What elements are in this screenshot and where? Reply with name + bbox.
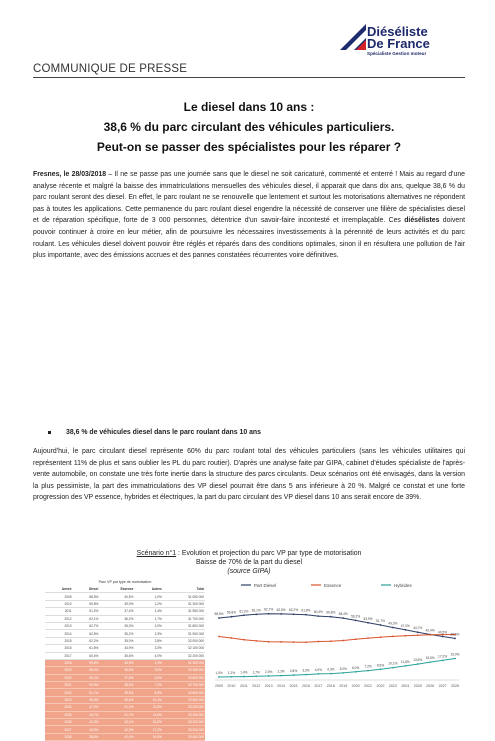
table-cell: 38,6% [73,733,100,740]
table-cell: 47,0% [73,704,100,711]
intro-text-b: doivent pouvoir continuer à croire en leur métier, afin de poursuivre les nécessaires investissements à la pérennité de leurs activités et du parc roulant. Les véhicules diesel doivent pouvoir être réglés et réparés dans des conditions optimales, sinon il en résultera une pollution de l'air plus importante, avec des émissions accrues et des pannes constatées récurrentes voire définitives. [33,217,465,260]
data-point [454,658,456,660]
table-cell: 36,6% [99,667,134,674]
table-cell: 2026 [45,719,73,726]
table-row [45,659,205,666]
data-point [392,667,394,669]
logo-flag-icon [340,24,366,50]
data-point [218,617,220,619]
x-tick-label: 2014 [277,684,286,688]
data-label: 58,5% [214,612,224,617]
table-cell: 2017 [45,652,73,659]
x-tick-label: 2012 [252,684,261,688]
data-point [280,613,282,615]
x-tick-label: 2018 [326,684,335,688]
data-point [404,635,406,637]
table-row [45,600,205,607]
figure-caption-line1 [33,549,465,558]
table-row [45,689,205,696]
intro-bold-word: diésélistes [404,217,440,225]
data-label: 1,7% [252,670,260,675]
data-point [317,615,319,617]
table-cell: 59,8% [73,659,100,666]
logo-tagline: Spécialiste Gestion moteur [367,51,427,56]
table-cell: 49,3% [73,696,100,703]
table-cell: 6,0% [134,674,162,681]
table-row [45,652,205,659]
table-cell: 2016 [45,645,73,652]
table-cell: 1,2% [134,600,162,607]
data-label: 62,5% [276,607,286,612]
table-cell: 19,0% [134,733,162,740]
table-header-cell: Essence [99,586,134,593]
data-point [417,663,419,665]
data-point [442,659,444,661]
data-label: 42,4% [425,628,435,633]
table-cell: 32 900 000 [163,696,205,703]
table-cell: 35,6% [99,652,134,659]
table-cell: 1,4% [134,608,162,615]
data-label: 10,1% [388,661,398,666]
data-label: 19,0% [450,652,460,657]
table-cell: 31 700 000 [163,615,205,622]
data-point [417,634,419,636]
table-cell: 2013 [45,622,73,629]
table-cell: 2019 [45,667,73,674]
data-point [355,619,357,621]
data-point [392,635,394,637]
data-point [255,613,257,615]
data-label: 17,2% [438,654,448,659]
data-point [330,616,332,618]
table-cell: 32 000 000 [163,637,205,644]
table-cell: 1,7% [134,615,162,622]
x-tick-label: 2015 [289,684,298,688]
table-row [45,630,205,637]
table-header-cell: Autres [134,586,162,593]
header-rule [33,77,465,78]
table-cell: 31 300 000 [163,600,205,607]
table-body [45,593,205,741]
data-label: 6,0% [351,665,360,670]
intro-paragraph [33,169,465,262]
table-cell: 31 900 000 [163,630,205,637]
data-point [367,670,369,672]
table-cell: 17,2% [134,726,162,733]
data-point [342,640,344,642]
table-row [45,674,205,681]
table-cell: 56,2% [73,674,100,681]
data-point [342,617,344,619]
data-point [231,676,233,678]
data-point [342,672,344,674]
data-point [330,673,332,675]
data-label: 40,5% [438,630,448,635]
data-label: 2,8% [289,669,298,674]
data-point [231,637,233,639]
table-cell: 58,5% [73,593,100,600]
table-row [45,704,205,711]
table-cell: 33 000 000 [163,704,205,711]
data-point [454,638,456,640]
table-cell: 2,0% [134,622,162,629]
table-cell: 58,4% [73,667,100,674]
table-cell: 39,0% [99,600,134,607]
data-label: 47,0% [400,623,410,628]
table-cell: 44,7% [73,711,100,718]
table-cell: 39,8% [99,689,134,696]
table-cell: 2028 [45,733,73,740]
table-cell: 53,9% [73,682,100,689]
x-tick-label: 2023 [388,684,397,688]
x-tick-label: 2010 [227,684,236,688]
data-point [380,668,382,670]
table-row [45,696,205,703]
x-tick-label: 2013 [264,684,273,688]
scenario-label: Scénario n°1 [136,550,177,557]
table-cell: 2010 [45,600,73,607]
brand-logo [340,22,470,64]
table-row [45,682,205,689]
table-cell: 36,2% [99,615,134,622]
table-row [45,733,205,740]
table-cell: 42,3% [99,726,134,733]
table-cell: 2012 [45,615,73,622]
data-label: 61,2% [239,609,249,614]
data-label: 5,0% [339,666,347,671]
data-label: 13,6% [413,658,423,663]
data-point [243,639,245,641]
x-tick-label: 2017 [314,684,323,688]
legend-label: Part Diesel [254,583,277,588]
table-cell: 40,6% [99,696,134,703]
data-label: 8,5% [376,663,385,668]
table-row [45,622,205,629]
table-cell: 40,5% [99,593,134,600]
table-cell: 33 200 000 [163,719,205,726]
table-cell: 62,2% [73,637,100,644]
table-cell: 42,1% [99,719,134,726]
table-cell: 61,2% [73,608,100,615]
table-cell: 2024 [45,704,73,711]
table-cell: 62,7% [73,622,100,629]
data-point [305,674,307,676]
series-line [219,635,455,643]
data-point [280,675,282,677]
title-line-2: 38,6 % du parc circulant des véhicules particuliers. [103,120,395,134]
legend-label: Essence [324,583,342,588]
data-point [305,614,307,616]
table-cell: 32 200 000 [163,652,205,659]
table-header-cell: Total [163,586,205,593]
table-cell: 41,2% [99,704,134,711]
table-cell: 35,3% [99,622,134,629]
x-tick-label: 2020 [351,684,360,688]
data-label: 38,6% [450,632,460,637]
table-cell: 2,8% [134,637,162,644]
dateline: Fresnes, le 28/03/2018 [33,171,107,178]
bullet-icon [48,431,51,434]
data-point [380,636,382,638]
data-label: 59,8% [226,610,236,615]
x-tick-label: 2024 [401,684,410,688]
logo-name-line1: Diéséliste [367,24,428,39]
table-cell: 35,9% [99,659,134,666]
table-cell: 31 550 000 [163,608,205,615]
data-label: 56,2% [351,614,361,619]
table-cell: 33 100 000 [163,711,205,718]
table-row [45,608,205,615]
data-point [404,665,406,667]
table-header-row [45,586,205,593]
x-tick-label: 2011 [239,684,248,688]
table-cell: 10,1% [134,696,162,703]
table-cell: 2022 [45,689,73,696]
data-point [367,622,369,624]
x-tick-label: 2028 [451,684,459,688]
x-tick-label: 2016 [301,684,310,688]
table-cell: 42,4% [73,719,100,726]
table-cell: 3,3% [134,645,162,652]
table-cell: 60,4% [73,652,100,659]
data-point [293,674,295,676]
table-cell: 37,4% [99,608,134,615]
table-cell: 33 400 000 [163,733,205,740]
data-point [429,634,431,636]
table-cell: 4,0% [134,652,162,659]
x-tick-label: 2022 [376,684,385,688]
chart-legend [241,583,413,588]
data-label: 60,4% [313,610,323,615]
table-row [45,615,205,622]
data-point [429,661,431,663]
x-tick-label: 2009 [215,684,223,688]
table-cell: 2020 [45,674,73,681]
data-point [268,641,270,643]
table-row [45,711,205,718]
title-line-1: Le diesel dans 10 ans : [183,100,315,114]
table-cell: 32 100 000 [163,645,205,652]
table-cell: 61,8% [73,645,100,652]
data-point [293,613,295,615]
table-cell: 2011 [45,608,73,615]
table-row [45,667,205,674]
table-cell: 2,3% [134,630,162,637]
data-label: 11,8% [400,659,410,664]
body-paragraph: Aujourd'hui, le parc circulant diesel représente 60% du parc roulant total des véhicules particuliers (sans les véhicules utilitaires qui représentent 11% de plus et sans oublier les PL du parc routier). D'après une analyse faite par GIPA, cabinet d'études spécialiste de l'après-vente automobile, on constate une très forte inertie dans la structure des parcs circulants. Deux scénarios ont été envisagés, dans la version la plus pessimiste, la part des immatriculations des VP diesel pourrait être dans 5 ans inférieure à 20 %. Malgré ce constat et une forte progression des VP essence, hybrides et électriques, la part du parc circulant des VP diesel dans 10 ans serait encore de 39%. [33,448,465,502]
table-cell: 2021 [45,682,73,689]
table-cell: 2027 [45,726,73,733]
table-cell: 41,7% [99,711,134,718]
data-label: 4,3% [327,667,335,672]
data-point [255,675,257,677]
data-point [367,637,369,639]
data-label: 61,8% [301,608,311,613]
data-point [392,627,394,629]
data-label: 3,3% [302,668,310,673]
caption-rest: : Evolution et projection du parc VP par type de motorisation [176,550,362,557]
data-point [231,616,233,618]
table-cell: 7,2% [134,682,162,689]
title-line-3: Peut-on se passer des spécialistes pour les réparer ? [96,140,402,154]
data-label: 2,0% [265,669,273,674]
data-point [417,631,419,633]
data-point [280,641,282,643]
data-point [243,676,245,678]
table-cell: 15,5% [134,719,162,726]
table-cell: 13,6% [134,711,162,718]
data-label: 1,0% [215,670,223,675]
table-cell: 2018 [45,659,73,666]
table-cell: 35,2% [99,630,134,637]
data-label: 15,5% [425,656,435,661]
table-row [45,726,205,733]
table-cell: 8,5% [134,689,162,696]
data-point [442,636,444,638]
data-label: 62,1% [251,608,261,613]
table-row [45,637,205,644]
data-point [268,613,270,615]
data-label: 49,3% [388,621,398,626]
table-row [45,645,205,652]
table-header-cell: Année [45,586,73,593]
table-cell: 34,9% [99,645,134,652]
table-cell: 32 300 000 [163,659,205,666]
table-cell: 35,0% [99,637,134,644]
table-cell: 38,9% [99,682,134,689]
table-row [45,719,205,726]
data-point [293,641,295,643]
table-cell: 11,8% [134,704,162,711]
data-label: 53,9% [363,616,373,621]
data-point [404,629,406,631]
table-cell: 2023 [45,696,73,703]
logo-name-line2: De France [367,36,430,51]
data-point [218,676,220,678]
data-point [330,640,332,642]
x-tick-label: 2027 [438,684,447,688]
data-label: 62,7% [264,607,274,612]
data-point [317,673,319,675]
table-cell: 31 800 000 [163,622,205,629]
table-cell: 2009 [45,593,73,600]
legend-label: Hybrides [394,583,412,588]
x-tick-label: 2021 [364,684,373,688]
data-point [317,641,319,643]
data-point [355,671,357,673]
table-title: Parc VP par type de motorisation [98,580,152,584]
data-label: 58,4% [338,612,348,617]
data-point [255,640,257,642]
table-cell: 40,5% [73,726,100,733]
data-point [268,675,270,677]
chart-axis [215,680,459,688]
table-cell: 33 300 000 [163,726,205,733]
table-cell: 42,4% [99,733,134,740]
table-cell: 2014 [45,630,73,637]
table-cell: 4,3% [134,659,162,666]
table-cell: 51,7% [73,689,100,696]
figure-caption-line2: Baisse de 70% de la part du diesel [195,559,303,566]
table-cell: 2025 [45,711,73,718]
x-tick-label: 2026 [426,684,435,688]
table-cell: 59,8% [73,600,100,607]
table-cell: 62,5% [73,630,100,637]
data-label: 1,2% [227,670,236,675]
x-tick-label: 2025 [413,684,422,688]
data-label: 51,7% [375,619,385,624]
data-label: 62,2% [289,608,299,613]
motorisation-line-chart [205,578,467,698]
table-cell: 32 800 000 [163,689,205,696]
table-cell: 32 700 000 [163,682,205,689]
data-label: 2,3% [277,669,285,674]
data-label: 4,0% [314,667,323,672]
data-label: 59,8% [326,610,336,615]
data-label: 1,4% [240,670,248,675]
bullet-heading: 38,6 % de véhicules diesel dans le parc roulant dans 10 ans [66,429,261,436]
data-label: 7,2% [364,664,372,669]
table-cell: 5,0% [134,667,162,674]
table-cell: 32 450 000 [163,667,205,674]
x-tick-label: 2019 [339,684,348,688]
data-point [218,636,220,638]
table-row [45,593,205,600]
table-cell: 32 600 000 [163,674,205,681]
data-point [380,624,382,626]
data-point [305,641,307,643]
press-release-heading: COMMUNIQUE DE PRESSE [33,63,188,75]
table-cell: 37,8% [99,674,134,681]
data-table [45,580,205,741]
table-header-cell: Diesel [73,586,100,593]
intro-text-a: – Il ne se passe pas une journée sans que le diesel ne soit caricaturé, commenté et enterré ! Mais au regard d'une analyse récente et malgré la baisse des immatriculations mensuelles des véhicules diesel, il apparait que dans dix ans, quelque 38,6 % du parc roulant seront des diesel. En effet, le parc roulant ne se renouvelle que lentement et surtout les motorisations alternatives ne répondent pas à toutes les applications. Cette permanence du parc roulant diesel engendre la nécessité de conserver une filière de spécialistes diesel et de réparation spécifique, forte de 3 000 personnes, détentrice d'un savoir-faire incontesté et irremplaçable. Ces [33,171,465,225]
figure-caption-source: (source GIPA) [227,568,271,575]
table-cell: 1,0% [134,593,162,600]
table-cell: 62,1% [73,615,100,622]
data-point [243,614,245,616]
data-label: 44,7% [413,626,423,631]
data-point [355,638,357,640]
table-cell: 2015 [45,637,73,644]
table-cell: 31 050 000 [163,593,205,600]
